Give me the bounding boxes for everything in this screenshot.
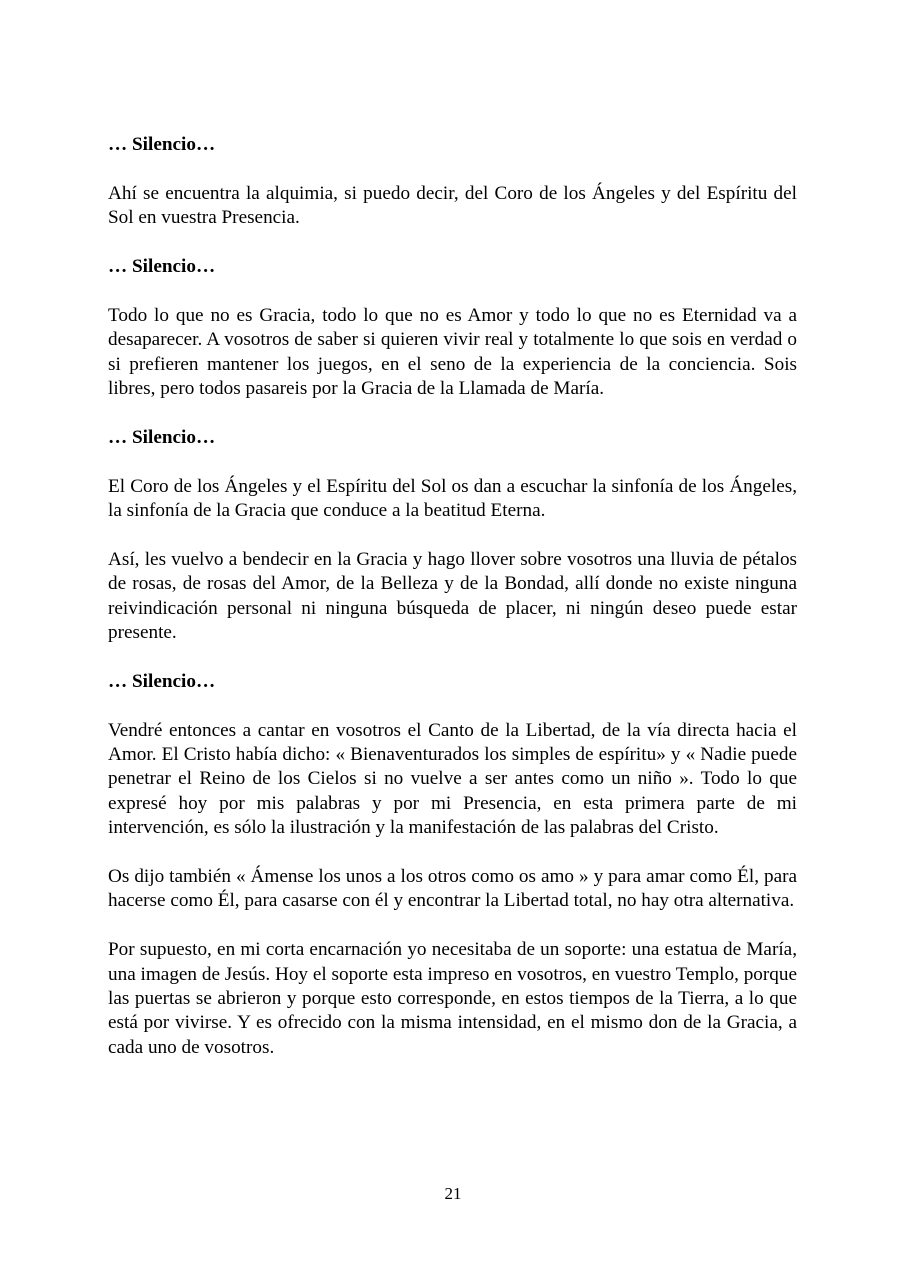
silence-marker: … Silencio…	[108, 426, 216, 448]
silence-marker: … Silencio…	[108, 134, 216, 155]
paragraph: Todo lo que no es Gracia, todo lo que no es Amor y todo lo que no es Eternidad va a desaparecer. A vosotros de saber si quieren vivir real y totalmente lo que sois en verdad o si prefieren mantener los juegos, en el seno de la experiencia de la conciencia. Sois libres, pero todos pasareis por la Gracia de la Llamada de María.	[108, 304, 797, 400]
document-body	[108, 133, 797, 1085]
paragraph: Así, les vuelvo a bendecir en la Gracia y hago llover sobre vosotros una lluvia de pétalos de rosas, de rosas del Amor, de la Belleza y de la Bondad, allí donde no existe ninguna reivindicación personal ni ninguna búsqueda de placer, ni ningún deseo puede estar presente.	[108, 548, 797, 644]
paragraph: Vendré entonces a cantar en vosotros el Canto de la Libertad, de la vía directa hacia el Amor. El Cristo había dicho: « Bienaventurados los simples de espíritu» y « Nadie puede penetrar el Reino de los Cielos si no vuelve a ser antes como un niño ». Todo lo que expresé hoy por mis palabras y por mi Presencia, en esta primera parte de mi intervención, es sólo la ilustración y la manifestación de las palabras del Cristo.	[108, 719, 797, 839]
paragraph: Por supuesto, en mi corta encarnación yo necesitaba de un soporte: una estatua de María, una imagen de Jesús. Hoy el soporte esta impreso en vosotros, en vuestro Templo, porque las puertas se abrieron y porque esto corresponde, en estos tiempos de la Tierra, a lo que está por vivirse. Y es ofrecido con la misma intensidad, en el mismo don de la Gracia, a cada uno de vosotros.	[108, 939, 797, 1058]
page-number: 21	[444, 1184, 462, 1203]
silence-marker: … Silencio…	[108, 256, 216, 277]
paragraph: El Coro de los Ángeles y el Espíritu del Sol os dan a escuchar la sinfonía de los Ángeles, la sinfonía de la Gracia que conduce a la beatitud Eterna.	[108, 475, 797, 522]
silence-marker: … Silencio…	[108, 670, 216, 692]
paragraph: Os dijo también « Ámense los unos a los otros como os amo » y para amar como Él, para hacerse como Él, para casarse con él y encontrar la Libertad total, no hay otra alternativa.	[108, 866, 797, 912]
paragraph: Ahí se encuentra la alquimia, si puedo decir, del Coro de los Ángeles y del Espíritu del Sol en vuestra Presencia.	[108, 182, 797, 229]
